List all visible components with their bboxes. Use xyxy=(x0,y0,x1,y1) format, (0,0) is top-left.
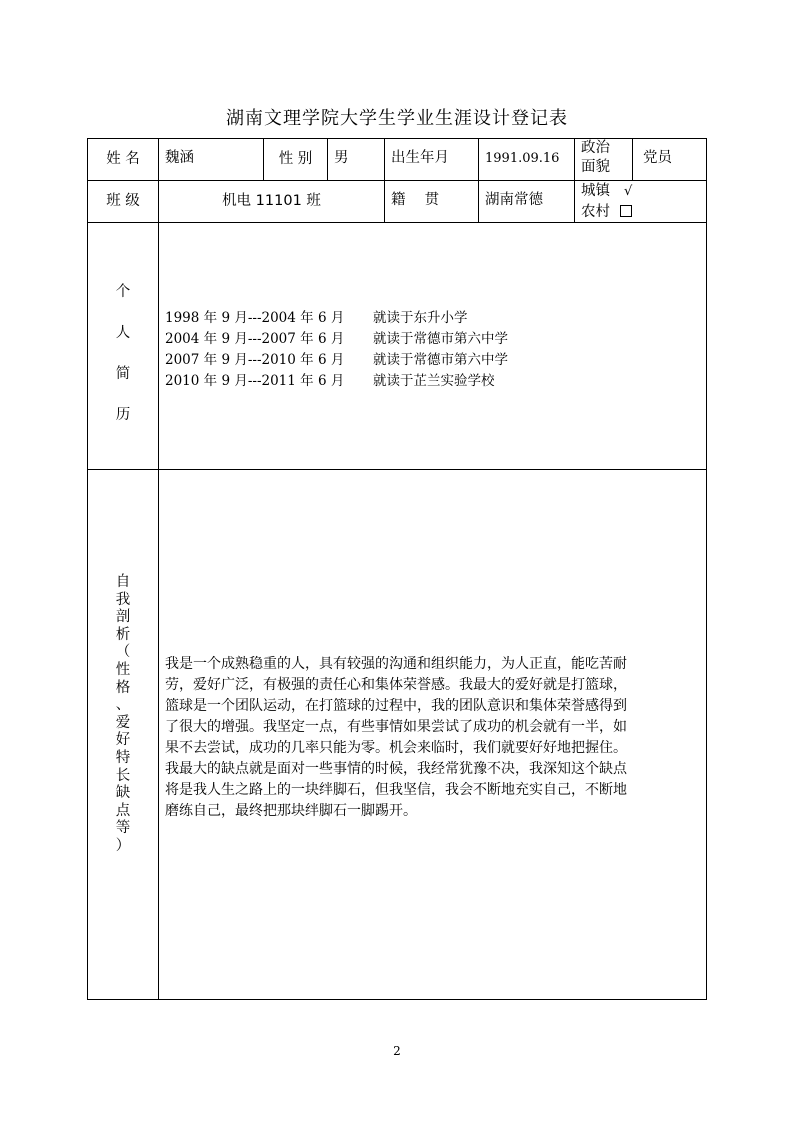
self-analysis-label-char: ） xyxy=(115,837,131,854)
resume-label xyxy=(88,272,158,436)
birth-label: 出生年月 xyxy=(391,150,449,166)
self-analysis-label-char: 好 xyxy=(115,732,131,749)
resume-period: 2010 年 9 月---2011 年 6 月 xyxy=(165,373,345,389)
self-analysis-label-char: 、 xyxy=(115,697,131,714)
self-analysis-label-char: 爱 xyxy=(115,714,131,731)
rural-label: 农村 xyxy=(581,204,610,220)
self-analysis-label-char: 性 xyxy=(115,661,131,678)
class-label: 班 级 xyxy=(106,192,140,209)
self-analysis-line: 篮球是一个团队运动，在打篮球的过程中，我的团队意识和集体荣誉感得到 xyxy=(165,698,627,714)
rural-checkbox xyxy=(620,205,632,217)
self-analysis-label xyxy=(88,574,158,856)
row-divider-2 xyxy=(87,222,707,223)
self-analysis-line: 我最大的缺点就是面对一些事情的时候，我经常犹豫不决，我深知这个缺点 xyxy=(165,761,627,777)
resume-description: 就读于常德市第六中学 xyxy=(373,331,508,347)
self-analysis-text xyxy=(165,654,695,822)
page-number: 2 xyxy=(393,1044,401,1058)
row-divider-3 xyxy=(87,469,707,470)
resume-entry xyxy=(165,350,508,371)
resume-label-char: 简 xyxy=(115,366,131,382)
table-border-bottom xyxy=(87,999,707,1000)
column-divider-e xyxy=(574,138,575,222)
column-divider-d xyxy=(478,138,479,222)
political-label-line-1: 政治 xyxy=(581,140,610,156)
urban-label: 城镇 xyxy=(581,183,610,199)
table-border-top xyxy=(87,138,707,139)
self-analysis-line: 果不去尝试，成功的几率只能为零。机会来临时，我们就要好好地把握住。 xyxy=(165,740,627,756)
column-divider-r1f xyxy=(632,138,633,180)
resume-description: 就读于芷兰实验学校 xyxy=(373,373,495,389)
name-label: 姓 名 xyxy=(106,150,140,167)
column-divider-c xyxy=(384,138,385,222)
self-analysis-line: 磨练自己，最终把那块绊脚石一脚踢开。 xyxy=(165,803,417,819)
resume-label-char: 个 xyxy=(115,284,131,300)
resume-entries xyxy=(165,308,508,392)
rural-option xyxy=(581,202,632,222)
table-border-right xyxy=(706,138,707,1000)
self-analysis-line: 我是一个成熟稳重的人，具有较强的沟通和组织能力，为人正直，能吃苦耐 xyxy=(165,656,627,672)
resume-period: 2007 年 9 月---2010 年 6 月 xyxy=(165,352,345,368)
gender-value: 男 xyxy=(334,150,349,166)
self-analysis-label-char: 格 xyxy=(115,679,131,696)
resume-period: 2004 年 9 月---2007 年 6 月 xyxy=(165,331,345,347)
label-column-divider xyxy=(158,138,159,1000)
self-analysis-line: 将是我人生之路上的一块绊脚石，但我坚信，我会不断地充实自己，不断地 xyxy=(165,782,627,798)
residence-type xyxy=(581,181,632,222)
column-divider-r1b xyxy=(327,138,328,180)
resume-description: 就读于常德市第六中学 xyxy=(373,352,508,368)
self-analysis-label-char: （ xyxy=(115,644,131,661)
urban-check-mark: √ xyxy=(624,184,633,199)
resume-entry xyxy=(165,308,508,329)
resume-label-char: 人 xyxy=(115,325,131,341)
resume-entry xyxy=(165,371,508,392)
origin-value: 湖南常德 xyxy=(485,192,543,208)
resume-description: 就读于东升小学 xyxy=(373,310,468,326)
form-title: 湖南文理学院大学生学业生涯设计登记表 xyxy=(226,108,568,129)
self-analysis-label-char: 等 xyxy=(115,820,131,837)
origin-label: 籍 贯 xyxy=(391,192,440,208)
resume-period: 1998 年 9 月---2004 年 6 月 xyxy=(165,310,345,326)
resume-entry xyxy=(165,329,508,350)
resume-label-char: 历 xyxy=(115,407,131,423)
name-value: 魏涵 xyxy=(165,150,194,166)
political-label-line-2: 面貌 xyxy=(581,159,610,175)
self-analysis-label-char: 剖 xyxy=(115,609,131,626)
table-border-left xyxy=(87,138,88,1000)
political-label xyxy=(581,139,610,177)
political-value: 党员 xyxy=(643,150,672,166)
self-analysis-line: 了很大的增强。我坚定一点，有些事情如果尝试了成功的机会就有一半，如 xyxy=(165,719,627,735)
self-analysis-label-char: 自 xyxy=(115,574,131,590)
birth-value: 1991.09.16 xyxy=(485,151,560,166)
self-analysis-label-char: 析 xyxy=(115,626,131,643)
registration-form-table xyxy=(87,138,707,1000)
class-value: 机电 11101 班 xyxy=(222,192,321,209)
self-analysis-label-char: 长 xyxy=(115,767,131,784)
urban-option xyxy=(581,181,632,202)
self-analysis-line: 劳，爱好广泛，有极强的责任心和集体荣誉感。我最大的爱好就是打篮球， xyxy=(165,677,627,693)
self-analysis-label-char: 缺 xyxy=(115,785,131,802)
self-analysis-label-char: 点 xyxy=(115,802,131,819)
self-analysis-label-char: 我 xyxy=(115,591,131,608)
self-analysis-label-char: 特 xyxy=(115,749,131,766)
gender-label: 性 别 xyxy=(278,150,313,167)
